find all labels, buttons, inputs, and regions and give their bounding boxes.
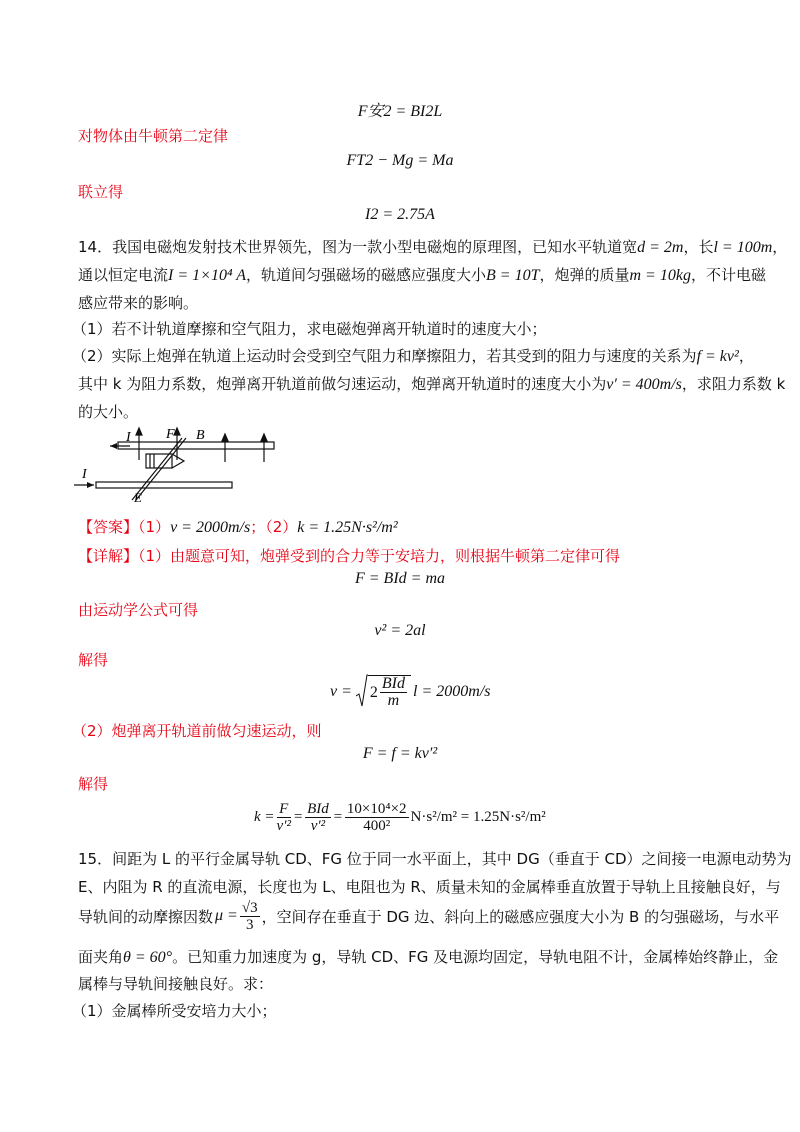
equation-force-ma: F = BId = ma [354, 570, 446, 587]
q14-line3: 感应带来的影响。 [78, 294, 199, 312]
q15-line3: 导轨间的动摩擦因数 μ = $\frac{√3}{3}$ ，空间存在垂直于 DG 边、斜向上的磁感应强度大小为 B 的匀强磁场，与水平 [78, 899, 780, 933]
text-combine: 联立得 [78, 183, 124, 201]
q15-line2: E、内阻为 R 的直流电源，长度也为 L、电阻也为 R、质量未知的金属棒垂直放置于导轨上且接触良好，与 [78, 878, 781, 896]
q14-line2: 通以恒定电流I = 1×10⁴ A，轨道间匀强磁场的磁感应强度大小B = 10T，炮弹的质量m = 10kg，不计电磁 [78, 266, 766, 284]
text-solve-1: 解得 [78, 651, 109, 669]
q15-line4: 面夹角θ = 60°。已知重力加速度为 g，导轨 CD、FG 及电源均固定，导轨电阻不计，金属棒始终静止，金 [78, 948, 779, 966]
label-B: B [196, 428, 205, 443]
label-I-left: I [82, 467, 87, 482]
equation-v-squared: v² = 2al [374, 622, 426, 639]
q14-line1: 14．我国电磁炮发射技术世界领先，图为一款小型电磁炮的原理图，已知水平轨道宽d = 2m，长l = 100m， [78, 238, 788, 256]
text-newton-second-law: 对物体由牛顿第二定律 [78, 127, 229, 145]
equation-newton: FT2 − Mg = Ma [346, 152, 454, 169]
sqrt-expression: 2 $\frac{\text{BId}}{m}$ [356, 674, 411, 710]
label-I-top: I [126, 430, 131, 445]
railgun-diagram [70, 424, 280, 504]
lower-rail [96, 482, 232, 488]
equation-velocity-result: v = 2 $\frac{\text{BId}}{m}$ l = 2000m/s [330, 675, 491, 709]
upper-rail [118, 442, 274, 449]
text-solve-2: 解得 [78, 775, 109, 793]
q15-line1: 15．间距为 L 的平行金属导轨 CD、FG 位于同一水平面上，其中 DG（垂直于 CD）之间接一电源电动势为 [78, 850, 792, 868]
q15-line5: 属棒与导轨间接触良好。求： [78, 975, 274, 993]
detail-line1: 【详解】（1）由题意可知，炮弹受到的合力等于安培力，则根据牛顿第二定律可得 [78, 547, 621, 565]
q14-part2-line2: 其中 k 为阻力系数，炮弹离开轨道前做匀速运动，炮弹离开轨道时的速度大小为v′ = 400m/s，求阻力系数 k [78, 375, 786, 393]
label-E: E [134, 490, 142, 504]
label-F: F [166, 427, 175, 442]
text-uniform-motion: （2）炮弹离开轨道前做匀速运动，则 [72, 722, 322, 740]
q14-part2-line3: 的大小。 [78, 403, 139, 421]
equation-ampere-force-2: F安2 = BI2L [357, 103, 443, 120]
current-arrow-bottom-head [87, 482, 94, 488]
projectile [146, 454, 184, 468]
equation-force-friction: F = f = kv′² [362, 745, 438, 762]
q14-part2-line1: （2）实际上炮弹在轨道上运动时会受到空气阻力和摩擦阻力，若其受到的阻力与速度的关系为f = kv²， [72, 347, 754, 365]
text-kinematics: 由运动学公式可得 [78, 601, 199, 619]
equation-current: I2 = 2.75A [365, 206, 435, 223]
current-arrow-top-head [110, 443, 117, 449]
equation-k-result: k = $\frac{F}{\text{v′²}}$ = $\frac{\text{BId}}{\text{v′²}}$ = $\frac{\text{10×10⁴×2}}{\text{400²}}$ N·s²/m² = 1.25N·s²/m² [254, 800, 546, 834]
answer-line: 【答案】（1）v = 2000m/s；（2）k = 1.25N·s²/m² [78, 518, 398, 536]
q15-part1: （1）金属棒所受安培力大小； [72, 1002, 277, 1020]
q14-part1: （1）若不计轨道摩擦和空气阻力，求电磁炮弹离开轨道时的速度大小； [72, 320, 547, 338]
sqrt-sign [356, 674, 368, 710]
